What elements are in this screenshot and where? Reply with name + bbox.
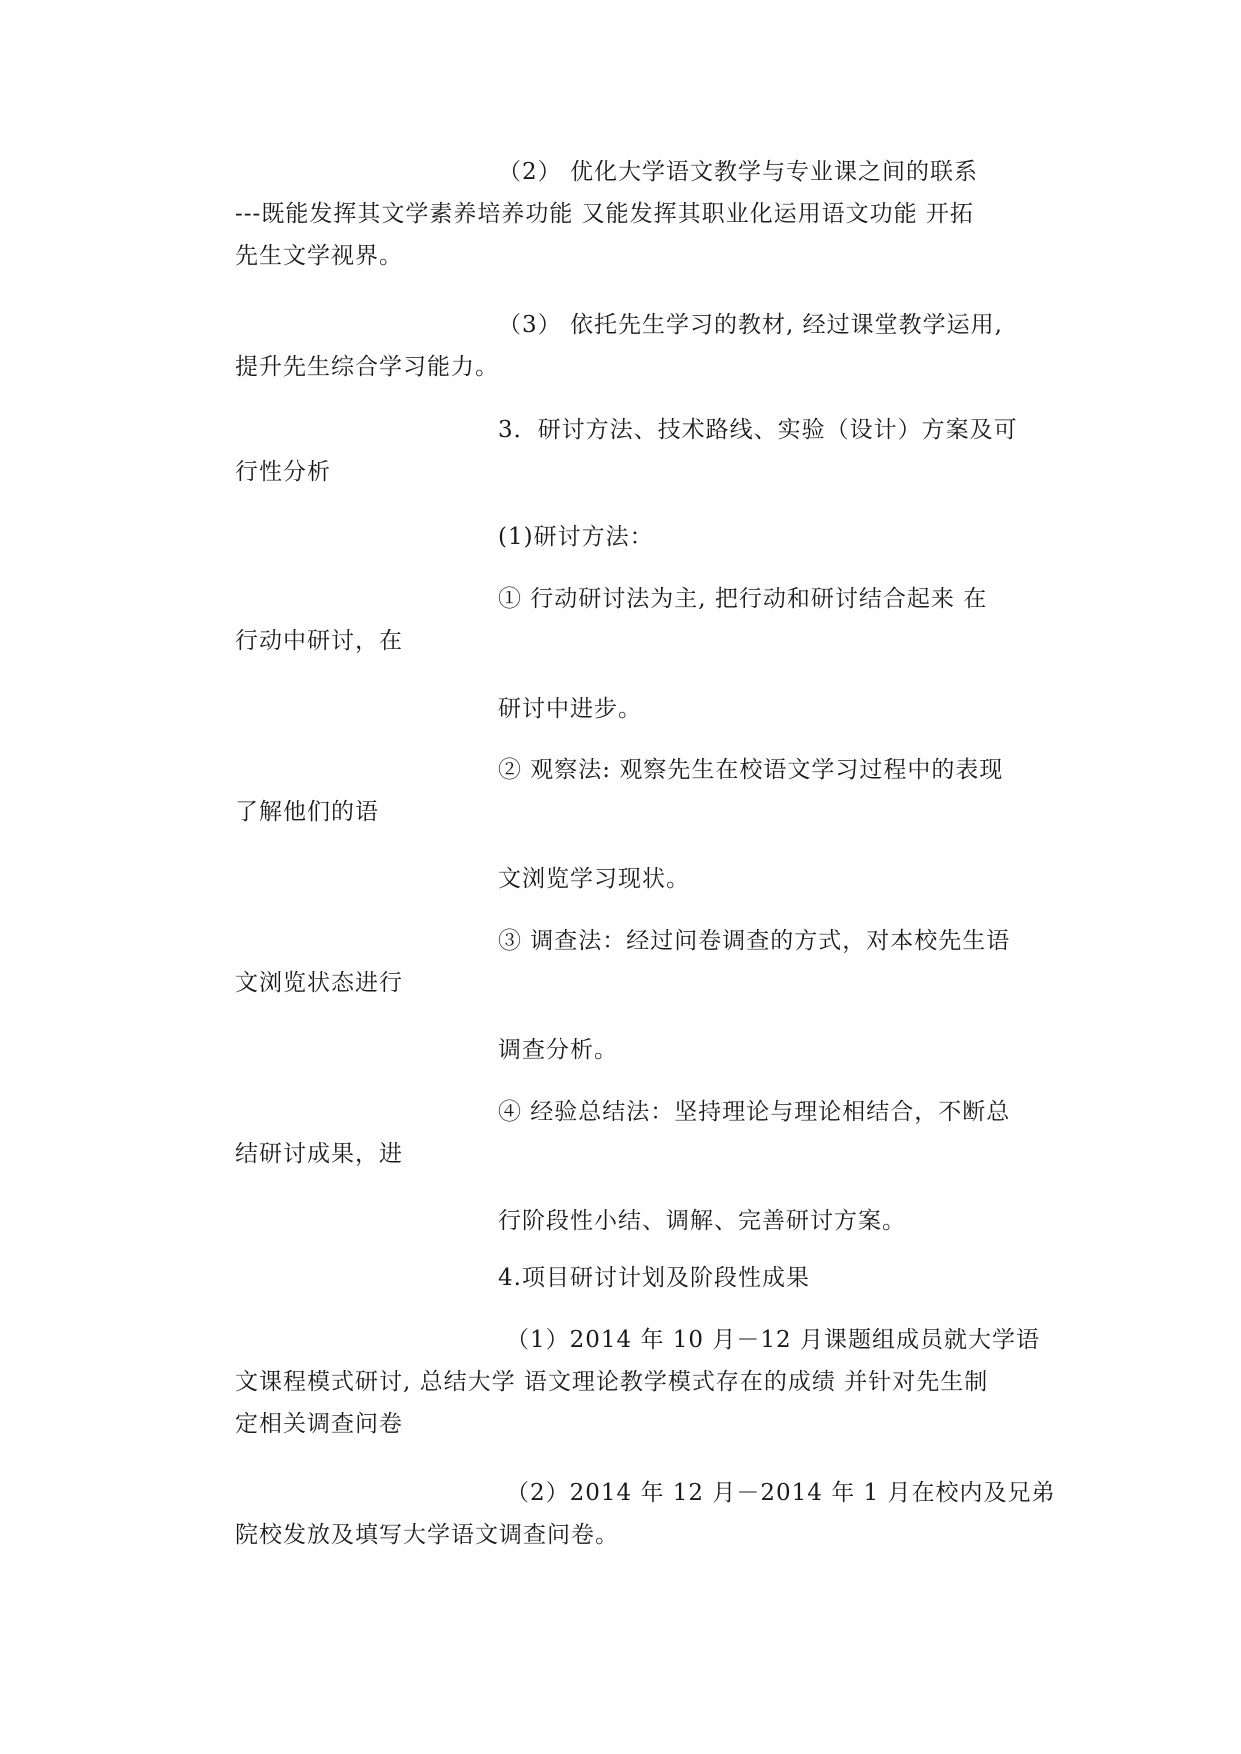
- list-item: 文浏览学习现状。: [498, 866, 690, 892]
- list-item: 调查分析。: [498, 1037, 618, 1063]
- paragraph-line: 文课程模式研讨, 总结大学 语文理论教学模式存在的成绩 并针对先生制: [235, 1369, 989, 1395]
- paragraph-line: （2） 优化大学语文教学与专业课之间的联系: [498, 159, 978, 185]
- paragraph-line: ---既能发挥其文学素养培养功能 又能发挥其职业化运用语文功能 开拓: [235, 201, 974, 227]
- paragraph-line: （2）2014 年 12 月－2014 年 1 月在校内及兄弟: [506, 1480, 1056, 1506]
- list-item: ① 行动研讨法为主, 把行动和研讨结合起来 在: [498, 586, 988, 612]
- paragraph-line: 定相关调查问卷: [235, 1411, 403, 1437]
- list-item: ② 观察法: 观察先生在校语文学习过程中的表现: [498, 757, 1004, 783]
- paragraph-line: 提升先生综合学习能力。: [235, 354, 499, 380]
- list-item: 了解他们的语: [235, 799, 379, 825]
- list-item: 行动中研讨，在: [235, 628, 403, 654]
- list-item: ③ 调查法：经过问卷调查的方式，对本校先生语: [498, 928, 1011, 954]
- list-item: ④ 经验总结法：坚持理论与理论相结合，不断总: [498, 1099, 1011, 1125]
- section-heading: 3．研讨方法、技术路线、实验（设计）方案及可: [498, 417, 1018, 443]
- list-item: 研讨中进步。: [498, 696, 642, 722]
- subsection-heading: (1)研讨方法：: [498, 524, 654, 550]
- list-item: 行阶段性小结、调解、完善研讨方案。: [498, 1208, 906, 1234]
- paragraph-line: （1）2014 年 10 月－12 月课题组成员就大学语: [506, 1327, 1040, 1353]
- paragraph-line: 先生文学视界。: [235, 243, 403, 269]
- paragraph-line: 院校发放及填写大学语文调查问卷。: [235, 1522, 619, 1548]
- list-item: 文浏览状态进行: [235, 970, 403, 996]
- list-item: 结研讨成果，进: [235, 1141, 403, 1167]
- section-heading: 4.项目研讨计划及阶段性成果: [498, 1265, 810, 1291]
- section-heading: 行性分析: [235, 459, 331, 485]
- paragraph-line: （3） 依托先生学习的教材, 经过课堂教学运用,: [498, 312, 1003, 338]
